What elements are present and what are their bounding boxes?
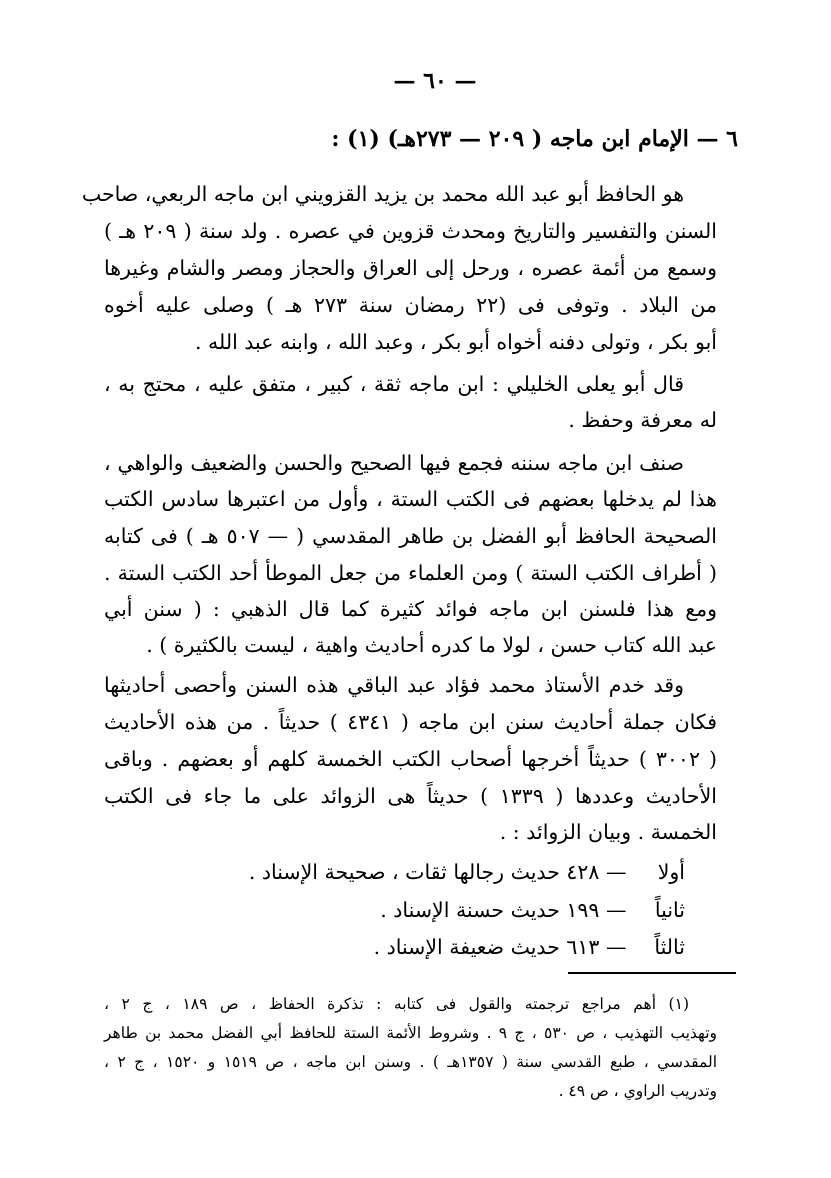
paragraph-2-line-2: له معرفة وحفظ . (568, 408, 717, 432)
footnote-line-2: وتهذيب التهذيب ، ص ٥٣٠ ، ج ٩ . وشروط الأئمة الستة للحافظ أبي الفضل محمد بن طاهر (104, 1024, 717, 1042)
footnote-line-4: وتدريب الراوي ، ص ٤٩ . (558, 1082, 717, 1100)
paragraph-3-line-4: ( أطراف الكتب الستة ) ومن العلماء من جعل الموطأ أحد الكتب الستة . (104, 561, 717, 585)
enumeration-text: — ١٩٩ حديث حسنة الإسناد . (380, 898, 627, 922)
enumeration-label: ثانياً (654, 898, 685, 922)
paragraph-3-line-2: هذا لم يدخلها بعضهم فى الكتب الستة ، وأول من اعتبرها سادس الكتب (104, 487, 717, 511)
section-heading: ٦ — الإمام ابن ماجه ( ٢٠٩ — ٢٧٣هـ) (١) : (331, 126, 738, 152)
paragraph-3-line-6: عبد الله كتاب حسن ، لولا ما كدره أحاديث واهية ، ليست بالكثيرة ) . (146, 633, 717, 657)
enumeration-text: — ٤٢٨ حديث رجالها ثقات ، صحيحة الإسناد . (248, 860, 627, 884)
paragraph-2-line-1: قال أبو يعلى الخليلي : ابن ماجه ثقة ، كبير ، متفق عليه ، محتج به ، (104, 372, 684, 396)
footnote-separator (568, 972, 736, 974)
paragraph-1-line-2: السنن والتفسير والتاريخ ومحدث قزوين في عصره . ولد سنة ( ٢٠٩ هـ ) (104, 219, 717, 243)
enumeration-item (230, 930, 685, 964)
footnote-line-3: المقدسي ، طبع القدسي سنة ( ١٣٥٧هـ ) . وسنن ابن ماجه ، ص ١٥١٩ و ١٥٢٠ ، ج ٢ ، (104, 1053, 718, 1071)
paragraph-4-line-2: فكان جملة أحاديث سنن ابن ماجه ( ٤٣٤١ ) حديثاً . من هذه الأحاديث (104, 710, 717, 734)
enumeration-item (230, 893, 685, 927)
paragraph-3-line-5: ومع هذا فلسنن ابن ماجه فوائد كثيرة كما قال الذهبي : ( سنن أبي (104, 597, 717, 621)
paragraph-4-line-4: الأحاديث وعددها ( ١٣٣٩ ) حديثاً هى الزوائد على ما جاء فى الكتب (104, 784, 717, 808)
paragraph-3-line-3: الصحيحة الحافظ أبو الفضل بن طاهر المقدسي ( — ٥٠٧ هـ ) فى كتابه (104, 524, 717, 548)
paragraph-3-line-1: صنف ابن ماجه سننه فجمع فيها الصحيح والحسن والضعيف والواهي ، (104, 451, 684, 475)
paragraph-1-line-4: من البلاد . وتوفى فى (٢٢ رمضان سنة ٢٧٣ هـ ) وصلى عليه أخوه (104, 293, 717, 317)
paragraph-1-line-5: أبو بكر ، وتولى دفنه أخواه أبو بكر ، وعبد الله ، وابنه عبد الله . (195, 330, 717, 354)
footnote-line-1: (١) أهم مراجع ترجمته والقول فى كتابه : تذكرة الحفاظ ، ص ١٨٩ ، ج ٢ ، (104, 995, 689, 1013)
paragraph-1-line-3: وسمع من أئمة عصره ، ورحل إلى العراق والحجاز ومصر والشام وغيرها (104, 256, 717, 280)
enumeration-label: أولا (657, 860, 685, 884)
paragraph-4-line-1: وقد خدم الأستاذ محمد فؤاد عبد الباقي هذه السنن وأحصى أحاديثها (104, 673, 684, 697)
paragraph-4-line-5: الخمسة . وبيان الزوائد : . (499, 820, 717, 844)
paragraph-4-line-3: ( ٣٠٠٢ ) حديثاً أخرجها أصحاب الكتب الخمسة كلهم أو بعضهم . وباقى (104, 747, 718, 771)
page-number: — ٦٠ — (393, 68, 477, 94)
enumeration-item (230, 855, 685, 889)
paragraph-1-line-1: هو الحافظ أبو عبد الله محمد بن يزيد القزويني ابن ماجه الربعي، صاحب (81, 182, 684, 206)
enumeration-label: ثالثاً (654, 935, 685, 959)
enumeration-text: — ٦١٣ حديث ضعيفة الإسناد . (373, 935, 627, 959)
